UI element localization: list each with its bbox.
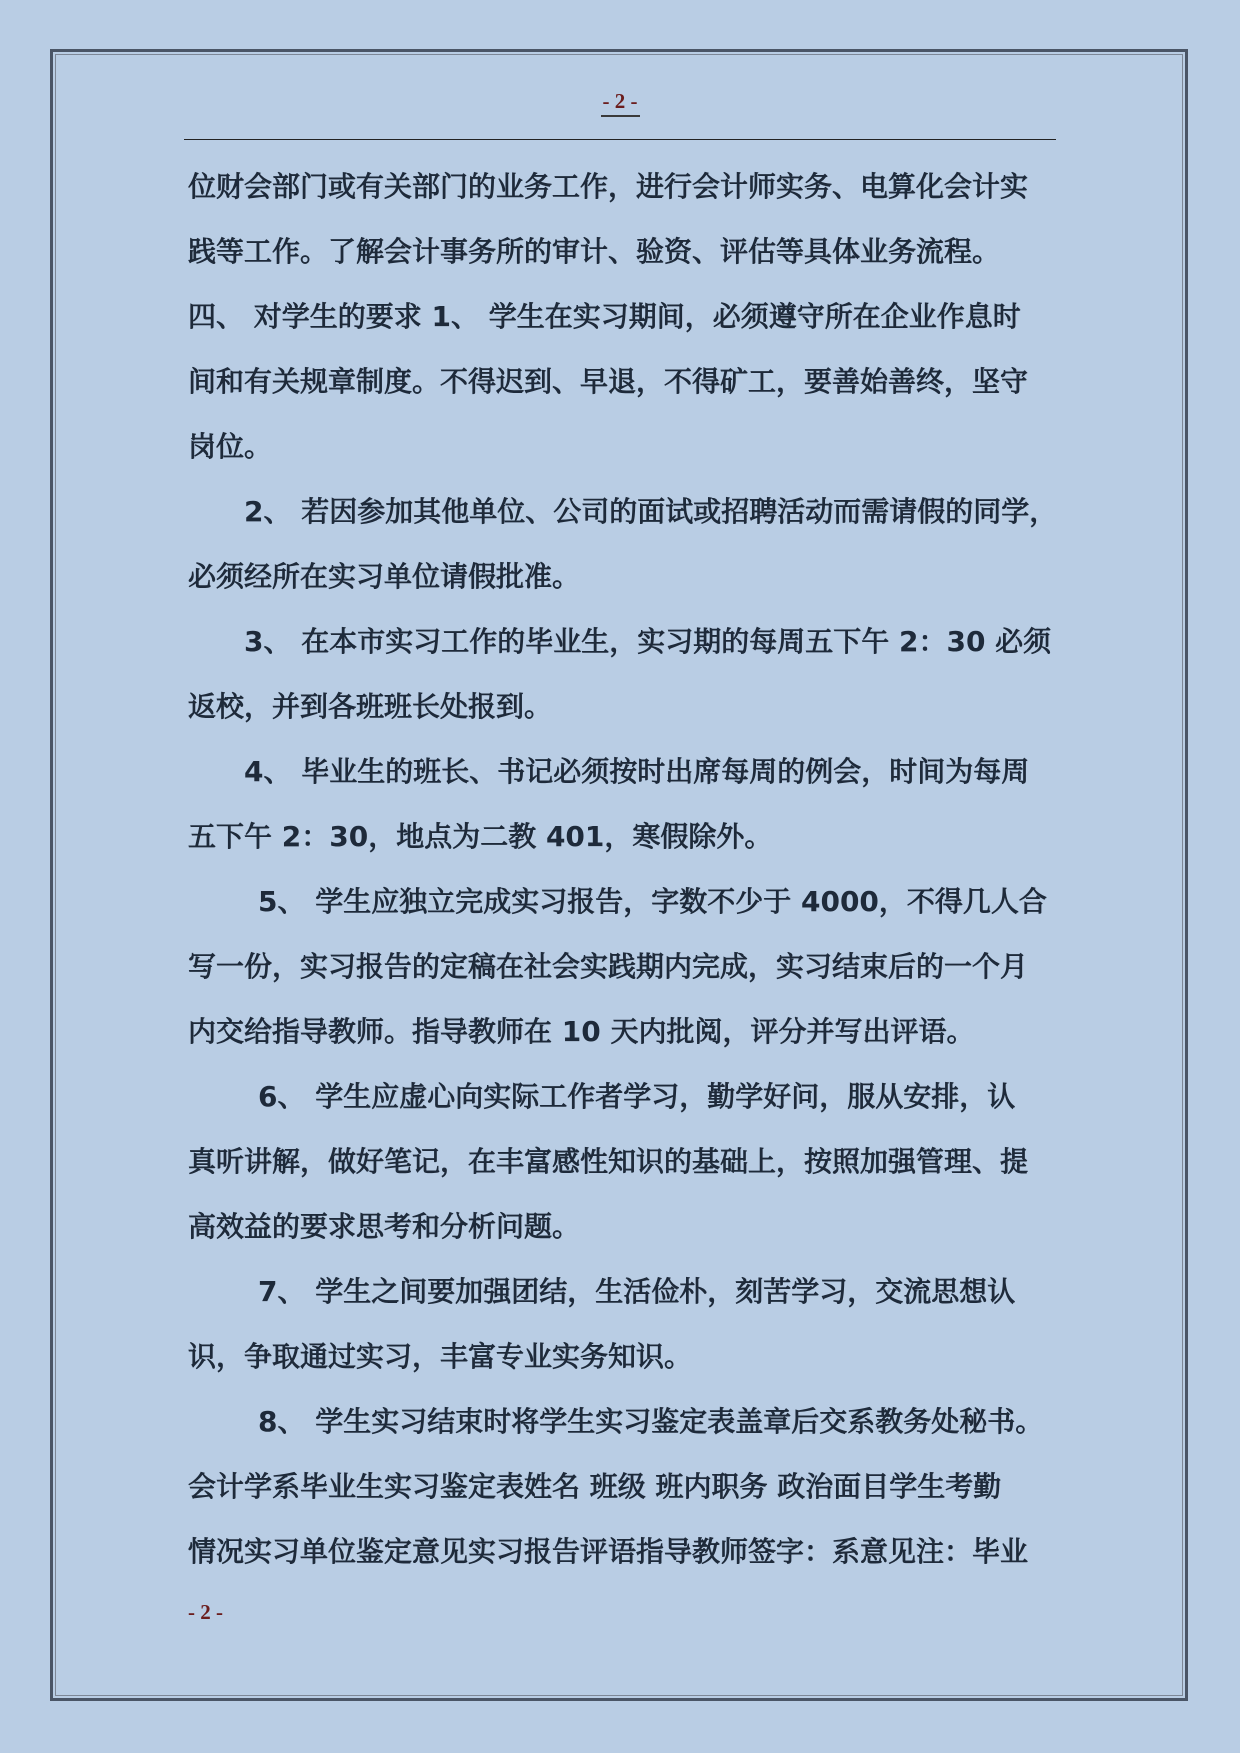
text-line: 四、 对学生的要求 1、 学生在实习期间，必须遵守所在企业作息时 [188, 300, 1021, 333]
text-line: 必须经所在实习单位请假批准。 [188, 560, 581, 593]
text-line: 情况实习单位鉴定意见实习报告评语指导教师签字：系意见注：毕业 [188, 1535, 1029, 1568]
header-rule [184, 139, 1056, 140]
text-line: 8、 学生实习结束时将学生实习鉴定表盖章后交系教务处秘书。 [258, 1405, 1044, 1438]
text-line: 7、 学生之间要加强团结，生活俭朴，刻苦学习，交流思想认 [258, 1275, 1016, 1308]
text-line: 识，争取通过实习，丰富专业实务知识。 [188, 1340, 693, 1373]
text-line: 6、 学生应虚心向实际工作者学习，勤学好问，服从安排，认 [258, 1080, 1016, 1113]
text-line: 践等工作。了解会计事务所的审计、验资、评估等具体业务流程。 [188, 235, 1001, 268]
text-line: 3、 在本市实习工作的毕业生，实习期的每周五下午 2：30 必须 [244, 625, 1052, 658]
page-header-number [0, 88, 1240, 117]
document-body [188, 154, 1058, 1584]
text-line: 真听讲解，做好笔记，在丰富感性知识的基础上，按照加强管理、提 [188, 1145, 1029, 1178]
text-line: 写一份，实习报告的定稿在社会实践期内完成，实习结束后的一个月 [188, 950, 1029, 983]
text-line: 2、 若因参加其他单位、公司的面试或招聘活动而需请假的同学， [244, 495, 1058, 528]
text-line: 位财会部门或有关部门的业务工作，进行会计师实务、电算化会计实 [188, 170, 1029, 203]
text-line: 内交给指导教师。指导教师在 10 天内批阅，评分并写出评语。 [188, 1015, 975, 1048]
text-line: 间和有关规章制度。不得迟到、早退，不得矿工，要善始善终，坚守 [188, 365, 1029, 398]
text-line: 返校，并到各班班长处报到。 [188, 690, 553, 723]
page-footer-number: - 2 - [188, 1600, 223, 1624]
text-line: 岗位。 [188, 430, 273, 463]
text-line: 4、 毕业生的班长、书记必须按时出席每周的例会，时间为每周 [244, 755, 1030, 788]
header-number-text: - 2 - [601, 88, 640, 117]
text-line: 五下午 2：30，地点为二教 401，寒假除外。 [188, 820, 773, 853]
text-line: 高效益的要求思考和分析问题。 [188, 1210, 581, 1243]
text-line: 会计学系毕业生实习鉴定表姓名 班级 班内职务 政治面目学生考勤 [188, 1470, 1002, 1503]
text-line: 5、 学生应独立完成实习报告，字数不少于 4000，不得几人合 [258, 885, 1047, 918]
